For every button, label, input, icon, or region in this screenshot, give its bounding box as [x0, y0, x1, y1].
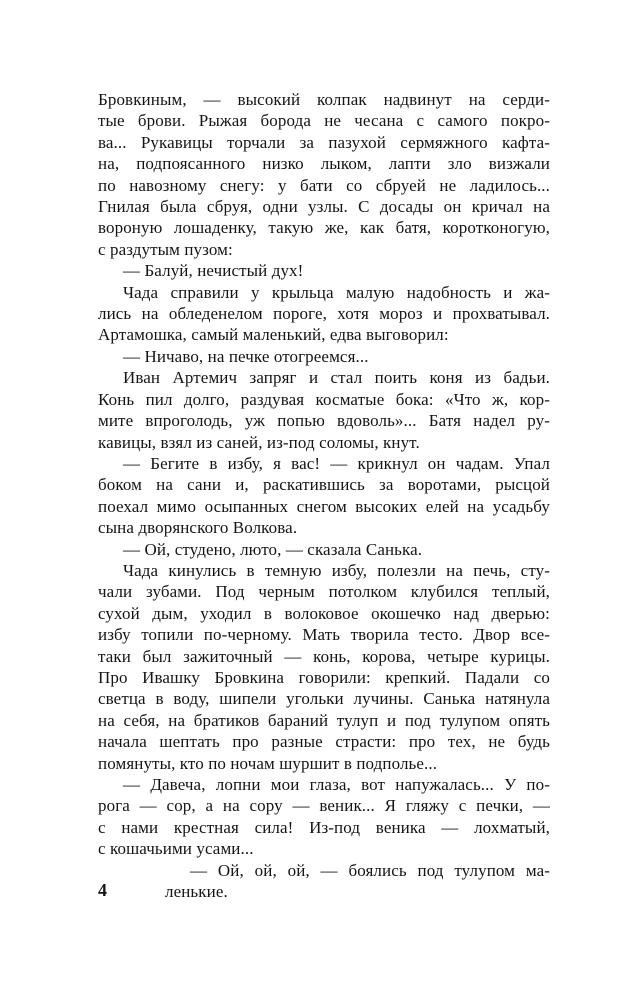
- text-line: с нами крестная сила! Из-под веника — лохматый,: [98, 817, 550, 837]
- text-line: Конь пил долго, раздувая косматые бока: «Что ж, кор-: [98, 389, 550, 409]
- text-line: вороную лошаденку, такую же, как батя, коротконогую,: [98, 218, 550, 238]
- paragraph: [98, 346, 550, 367]
- text-line: Про Ивашку Бровкина говорили: крепкий. Падали со: [98, 667, 550, 687]
- text-line: начала шептать про разные страсти: про тех, не будь: [98, 732, 550, 752]
- text-line: сына дворянского Волкова.: [98, 518, 298, 538]
- paragraph: [98, 560, 550, 774]
- paragraph: [98, 282, 550, 346]
- text-line: Артамошка, самый маленький, едва выговорил:: [98, 325, 449, 345]
- text-line: ленькие.: [165, 882, 228, 902]
- text-line: рога — сор, а на сору — веник... Я гляжу с печки, —: [98, 796, 550, 816]
- text-line: кавицы, взял из саней, из-под соломы, кнут.: [98, 432, 420, 452]
- paragraph: [98, 539, 550, 560]
- text-line: на, подпоясанного низко лыком, лапти зло визжали: [98, 154, 550, 174]
- text-block: [98, 89, 550, 902]
- page-number: 4: [98, 880, 107, 900]
- paragraph: [165, 860, 550, 903]
- text-line: избу топили по-черному. Мать творила тесто. Двор все-: [98, 625, 550, 645]
- text-line: боком на сани и, раскатившись за воротами, рысцой: [98, 475, 550, 495]
- text-line: — Ой, студено, люто, — сказала Санька.: [123, 539, 423, 559]
- text-line: Чада кинулись в темную избу, полезли на печь, сту-: [123, 560, 550, 580]
- text-line: ва... Рукавицы торчали за пазухой сермяжного кафта-: [98, 132, 550, 152]
- text-line: светца в воду, шипели угольки лучины. Санька натянула: [98, 689, 550, 709]
- text-line: по навозному снегу: у бати со сбруей не ладилось...: [98, 175, 550, 195]
- text-line: сухой дым, уходил в волоковое окошечко над дверью:: [98, 603, 550, 623]
- paragraph: [98, 774, 550, 860]
- text-line: Бровкиным, — высокий колпак надвинут на серди-: [98, 90, 550, 109]
- text-line: с раздутым пузом:: [98, 239, 233, 259]
- paragraph: [98, 453, 550, 539]
- text-line: — Ой, ой, ой, — боялись под тулупом ма-: [190, 860, 550, 880]
- text-line: — Бегите в избу, я вас! — крикнул он чадам. Упал: [123, 453, 550, 473]
- text-line: — Ничаво, на печке отогреемся...: [123, 346, 369, 366]
- paragraph: [98, 367, 550, 453]
- text-line: таки был зажиточный — конь, корова, четыре курицы.: [98, 646, 550, 666]
- text-line: на себя, на братиков бараний тулуп и под тулупом опять: [98, 710, 550, 730]
- paragraph: [98, 89, 550, 260]
- text-line: Иван Артемич запряг и стал поить коня из бадьи.: [123, 368, 550, 388]
- text-line: поехал мимо осыпанных снегом высоких елей на усадьбу: [98, 496, 550, 516]
- text-line: Чада справили у крыльца малую надобность и жа-: [123, 282, 550, 302]
- paragraph: [98, 260, 550, 281]
- text-line: — Давеча, лопни мои глаза, вот напужалась... У по-: [123, 775, 550, 794]
- text-line: лись на обледенелом пороге, хотя мороз и прохватывал.: [98, 304, 550, 324]
- text-line: Гнилая была сбруя, одни узлы. С досады он кричал на: [98, 197, 550, 217]
- text-line: чали зубами. Под черным потолком клубился теплый,: [98, 582, 550, 602]
- text-line: помянуты, кто по ночам шуршит в подполье...: [98, 753, 438, 773]
- text-line: — Балуй, нечистый дух!: [123, 261, 304, 281]
- text-line: с кошачьими усами...: [98, 839, 254, 859]
- text-line: тые брови. Рыжая борода не чесана с самого покро-: [98, 111, 550, 131]
- text-line: мите впроголодь, уж попью вдоволь»... Батя надел ру-: [98, 411, 550, 431]
